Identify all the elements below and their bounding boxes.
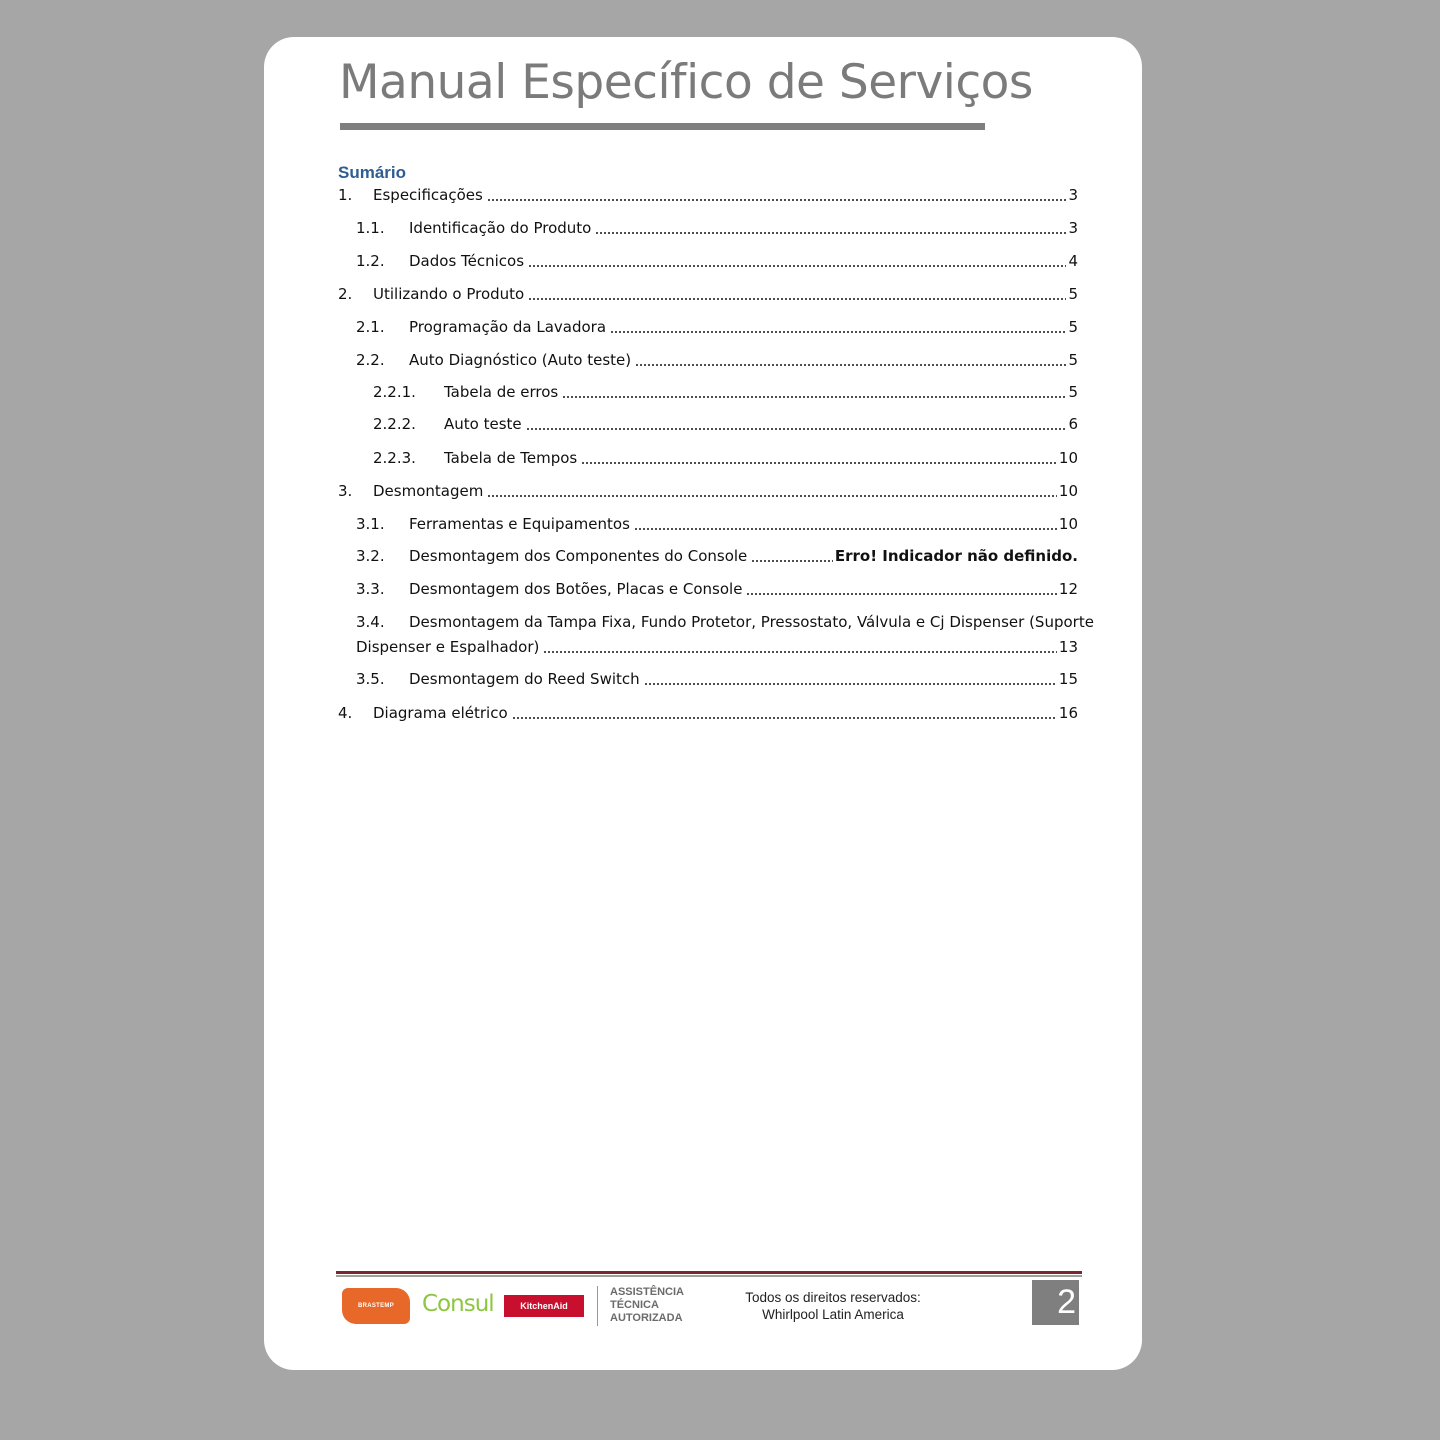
toc-page: 3: [1068, 219, 1078, 237]
toc-entry[interactable]: [264, 217, 1078, 239]
toc-entry[interactable]: [264, 250, 1078, 272]
toc-page: 10: [1058, 482, 1078, 500]
assist-line: TÉCNICA: [610, 1299, 659, 1311]
toc-leader-dots: [562, 385, 1066, 399]
toc-label: Utilizando o Produto: [373, 285, 525, 303]
toc-page: 4: [1068, 252, 1078, 270]
kitchenaid-logo-text: KitchenAid: [520, 1301, 568, 1311]
toc-leader-dots: [487, 484, 1057, 498]
toc-page: 13: [1058, 638, 1078, 656]
brastemp-logo-text: BRASTEMP: [357, 1303, 395, 1309]
kitchenaid-logo: [504, 1295, 584, 1317]
toc-number: 2.: [338, 285, 353, 303]
toc-page: 3: [1068, 186, 1078, 204]
toc-number: 1.2.: [356, 252, 385, 270]
toc-label: Diagrama elétrico: [373, 704, 508, 722]
toc-leader-dots: [487, 188, 1067, 202]
brastemp-logo: [342, 1288, 410, 1324]
toc-number: 3.: [338, 482, 353, 500]
toc-entry[interactable]: [264, 480, 1078, 502]
toc-page-error: Erro! Indicador não definido.: [834, 547, 1078, 565]
toc-entry[interactable]: [264, 184, 1078, 206]
toc-leader-dots: [528, 254, 1066, 268]
toc-entry[interactable]: [264, 447, 1078, 469]
toc-label: Desmontagem: [373, 482, 484, 500]
toc-leader-dots: [528, 287, 1066, 301]
toc-heading: Sumário: [338, 163, 407, 182]
toc-page: 5: [1068, 351, 1078, 369]
toc-number: 2.2.: [356, 351, 385, 369]
toc-label: Programação da Lavadora: [409, 318, 607, 336]
toc-page: 15: [1058, 670, 1078, 688]
toc-label: Desmontagem dos Componentes do Console: [409, 547, 748, 565]
toc-number: 1.1.: [356, 219, 385, 237]
toc-page: 12: [1058, 580, 1078, 598]
toc-page: 5: [1068, 383, 1078, 401]
toc-label-line1: Desmontagem da Tampa Fixa, Fundo Protetor, Pressostato, Válvula e Cj Dispenser (Suporte: [409, 613, 1094, 631]
page-number: 2: [1032, 1280, 1079, 1325]
toc-label: Identificação do Produto: [409, 219, 592, 237]
toc-entry[interactable]: [264, 702, 1078, 724]
toc-leader-dots: [512, 706, 1057, 720]
toc-leader-dots: [634, 517, 1057, 531]
assistencia-tecnica-label: [610, 1286, 684, 1325]
toc-page: 5: [1068, 285, 1078, 303]
toc-label: Desmontagem dos Botões, Placas e Console: [409, 580, 743, 598]
toc-page: 10: [1058, 449, 1078, 467]
rights-line: Whirlpool Latin America: [762, 1307, 904, 1322]
toc-label: Ferramentas e Equipamentos: [409, 515, 630, 533]
toc-page: 6: [1068, 415, 1078, 433]
toc-number: 3.5.: [356, 670, 385, 688]
toc-entry[interactable]: [264, 413, 1078, 435]
toc-entry[interactable]: [264, 283, 1078, 305]
toc-leader-dots: [526, 417, 1067, 431]
toc-number: 3.3.: [356, 580, 385, 598]
toc-number: 3.4.: [356, 613, 385, 631]
toc-number: 2.2.1.: [373, 383, 416, 401]
toc-label: Desmontagem do Reed Switch: [409, 670, 640, 688]
toc-entry[interactable]: [264, 349, 1078, 371]
assist-line: ASSISTÊNCIA: [610, 1286, 684, 1298]
toc-entry[interactable]: [264, 513, 1078, 535]
consul-logo: Consul: [422, 1291, 494, 1317]
document-title: Manual Específico de Serviços: [339, 55, 1033, 110]
toc-leader-dots: [595, 221, 1066, 235]
toc-label: Auto teste: [444, 415, 522, 433]
toc-number: 2.1.: [356, 318, 385, 336]
toc-number: 3.1.: [356, 515, 385, 533]
toc-leader-dots: [610, 320, 1066, 334]
toc-leader-dots: [746, 582, 1056, 596]
document-page: [264, 37, 1142, 1370]
toc-entry[interactable]: [264, 668, 1078, 690]
toc-entry[interactable]: [264, 611, 1094, 633]
assist-line: AUTORIZADA: [610, 1312, 683, 1324]
toc-label: Auto Diagnóstico (Auto teste): [409, 351, 632, 369]
toc-entry[interactable]: [264, 578, 1078, 600]
toc-entry[interactable]: [264, 316, 1078, 338]
toc-page: 10: [1058, 515, 1078, 533]
toc-number: 1.: [338, 186, 353, 204]
toc-page: 16: [1058, 704, 1078, 722]
toc-entry-continuation[interactable]: [264, 636, 1078, 658]
toc-number: 2.2.2.: [373, 415, 416, 433]
toc-leader-dots: [644, 672, 1057, 686]
toc-label: Dados Técnicos: [409, 252, 525, 270]
toc-entry[interactable]: [264, 381, 1078, 403]
toc-leader-dots: [543, 640, 1057, 654]
footer-rule: [336, 1271, 1082, 1274]
toc-label: Tabela de erros: [444, 383, 559, 401]
toc-leader-dots: [635, 353, 1066, 367]
toc-number: 2.2.3.: [373, 449, 416, 467]
title-underline: [340, 123, 985, 130]
toc-label: Especificações: [373, 186, 483, 204]
rights-line: Todos os direitos reservados:: [745, 1290, 921, 1305]
rights-notice: [742, 1289, 924, 1323]
toc-label-line2: Dispenser e Espalhador): [356, 638, 540, 656]
toc-leader-dots: [751, 549, 833, 563]
toc-label: Tabela de Tempos: [444, 449, 578, 467]
toc-number: 3.2.: [356, 547, 385, 565]
toc-page: 5: [1068, 318, 1078, 336]
footer-divider: [597, 1286, 598, 1326]
toc-leader-dots: [581, 451, 1057, 465]
toc-number: 4.: [338, 704, 353, 722]
footer-rule-secondary: [336, 1275, 1082, 1277]
toc-entry[interactable]: [264, 545, 1078, 567]
